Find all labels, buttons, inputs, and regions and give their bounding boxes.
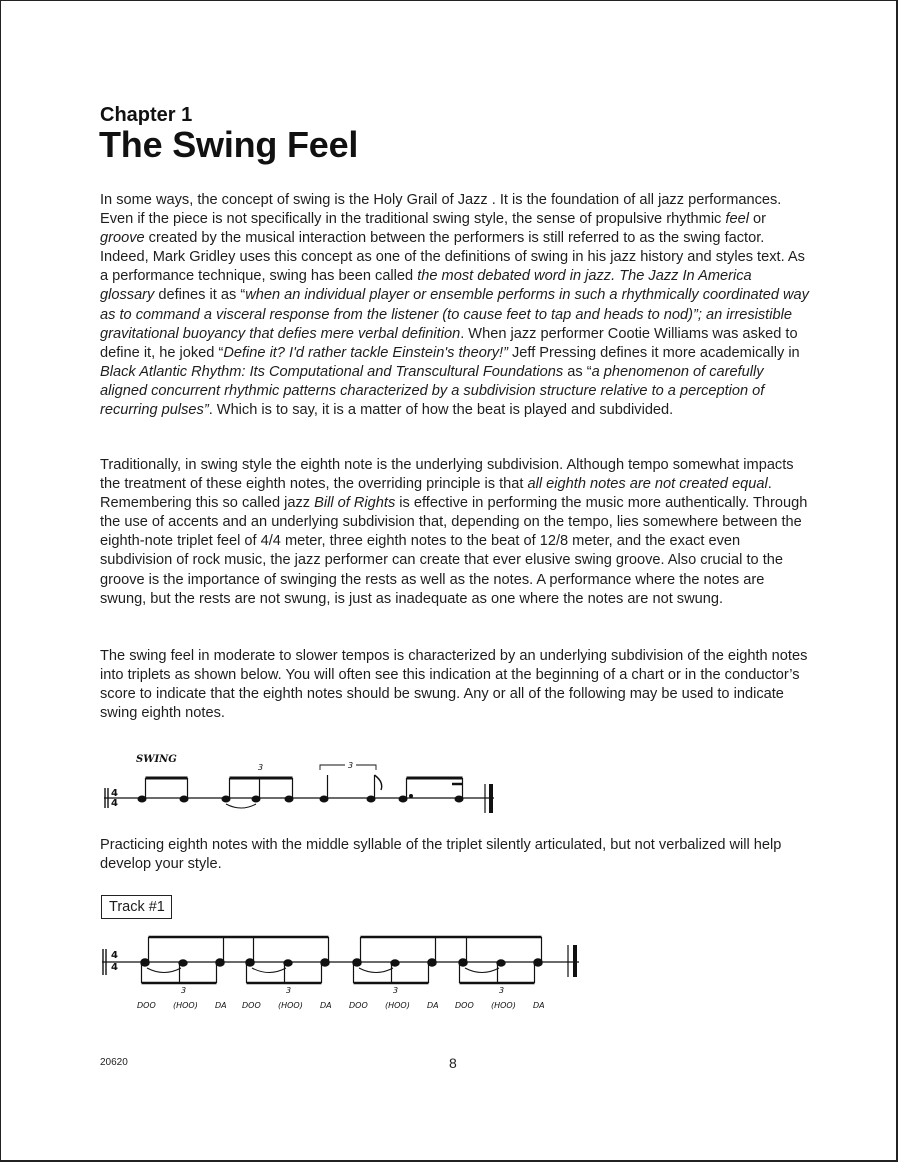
time-signature-bottom: 4 [111, 962, 118, 973]
syllable-label: DA [215, 1001, 227, 1010]
tie [147, 968, 181, 973]
paragraph-swing-definition [100, 191, 810, 420]
augmentation-dot [410, 795, 413, 798]
italic-run: groove [100, 230, 145, 247]
time-signature-top: 4 [111, 788, 118, 799]
text-run: created by the musical interaction between the performers is still referred to as the swing factor. Indeed, Mark Gridley uses this concept as one of the definitions of swing in his jazz history and styles text. As a performance technique, swing has been called [100, 230, 805, 285]
triplet-number: 3 [181, 986, 187, 995]
text-run: . Which is to say, it is a matter of how the beat is played and subdivided. [208, 402, 674, 419]
note-head [138, 796, 146, 802]
syllable-label: (HOO) [173, 1001, 198, 1010]
paragraph-triplet-subdivision [100, 647, 810, 723]
tie [465, 968, 499, 973]
italic-run: Define it? I'd rather tackle Einstein's theory!” [223, 344, 508, 361]
italic-run: when an individual player or ensemble performs in such a rhythmically coordinated way as to command a visceral response from the listener (to cause feet to tap and heads to nod)”; an irresistible gravitational buoyancy that defies mere verbal definition [100, 287, 809, 342]
triplet-bracket [356, 765, 376, 770]
note-head [285, 796, 293, 802]
syllable-label: DA [320, 1001, 332, 1010]
note-head [180, 796, 188, 802]
text-run: Jeff Pressing defines it more academically in [507, 344, 800, 361]
swing-notation-staff [0, 750, 520, 825]
text-run: as “ [563, 363, 592, 380]
syllable-label: (HOO) [278, 1001, 303, 1010]
note-head [399, 796, 407, 802]
note-flag [375, 775, 382, 790]
text-run: is effective in performing the music more authentically. Through the use of accents and an underlying subdivision that, depending on the tempo, lies somewhere between the eighth-note triplet feel of 4/4 meter, three eighth notes to the beat of 12/8 meter, and the exact even subdivision of rock music, the jazz performer can create that ever elusive swing groove. Also crucial to the groove is the importance of swinging the rests as well as the notes. A performance where the notes are swung, but the rests are not swung, is just as inadequate as one where the notes are not swung. [100, 495, 808, 607]
triplet-number: 3 [286, 986, 292, 995]
syllable-label: DOO [242, 1001, 261, 1010]
italic-run: feel [725, 211, 749, 228]
chapter-label: Chapter 1 [100, 104, 193, 126]
text-run: Practicing eighth notes with the middle syllable of the triplet silently articulated, but not verbalized will help develop your style. [100, 837, 782, 873]
syllable-label: DA [427, 1001, 439, 1010]
italic-run: Bill of Rights [314, 495, 396, 512]
note-head [222, 796, 230, 802]
syllable-label: DA [533, 1001, 545, 1010]
tie [226, 804, 256, 808]
syllable-label: (HOO) [385, 1001, 410, 1010]
text-run: defines it as “ [154, 287, 246, 304]
paragraph-eighth-notes [100, 456, 810, 609]
text-run: . Remembering this so called jazz [100, 476, 772, 512]
italic-run: Black Atlantic Rhythm: Its Computational and Transcultural Foundations [100, 363, 564, 380]
italic-run: the most debated word in jazz. The Jazz In America glossary [100, 268, 752, 304]
text-run: . When jazz performer Cootie Williams was asked to define it, he joked “ [100, 325, 798, 361]
text-run: Traditionally, in swing style the eighth note is the underlying subdivision. Although tempo somewhat impacts the treatment of these eighth notes, the overriding principle is that [100, 457, 794, 493]
note-head [367, 796, 375, 802]
track-notation-staff [0, 925, 600, 1005]
syllable-label: DOO [455, 1001, 474, 1010]
text-run: or [748, 211, 766, 228]
track-label-box: Track #1 [101, 895, 172, 919]
note-head [455, 796, 463, 802]
triplet-number: 3 [348, 761, 354, 770]
triplet-bracket [320, 765, 345, 770]
triplet-number: 3 [393, 986, 399, 995]
time-signature-top: 4 [111, 950, 118, 961]
syllable-label: (HOO) [491, 1001, 516, 1010]
triplet-number: 3 [499, 986, 505, 995]
paragraph-practice-tip [100, 836, 810, 874]
triplet-number: 3 [258, 763, 264, 772]
italic-run: a phenomenon of carefully aligned concurrent rhythmic patterns characterized by a subdivision structure relative to a perception of recurring pulses” [100, 363, 765, 419]
tie [252, 968, 286, 973]
time-signature-bottom: 4 [111, 798, 118, 809]
catalog-number: 20620 [100, 1057, 128, 1068]
text-run: The swing feel in moderate to slower tempos is characterized by an underlying subdivision of the eighth notes into triplets as shown below. You will often see this indication at the beginning of a chart or in the conductor’s score to indicate that the eighth notes should be swung. Any or all of the following may be used to indicate swing eighth notes. [100, 648, 808, 722]
syllable-label: DOO [137, 1001, 156, 1010]
text-run: In some ways, the concept of swing is the Holy Grail of Jazz . It is the foundation of all jazz performances. Even if the piece is not specifically in the traditional swing style, the sense of propulsive rhythmic [100, 192, 782, 228]
page-number: 8 [449, 1055, 457, 1071]
tie [359, 968, 393, 973]
swing-marking: SWING [136, 754, 177, 765]
syllable-label: DOO [349, 1001, 368, 1010]
chapter-title: The Swing Feel [99, 124, 359, 165]
note-head [320, 796, 328, 802]
italic-run: all eighth notes are not created equal [527, 476, 768, 493]
note-head [252, 796, 260, 802]
